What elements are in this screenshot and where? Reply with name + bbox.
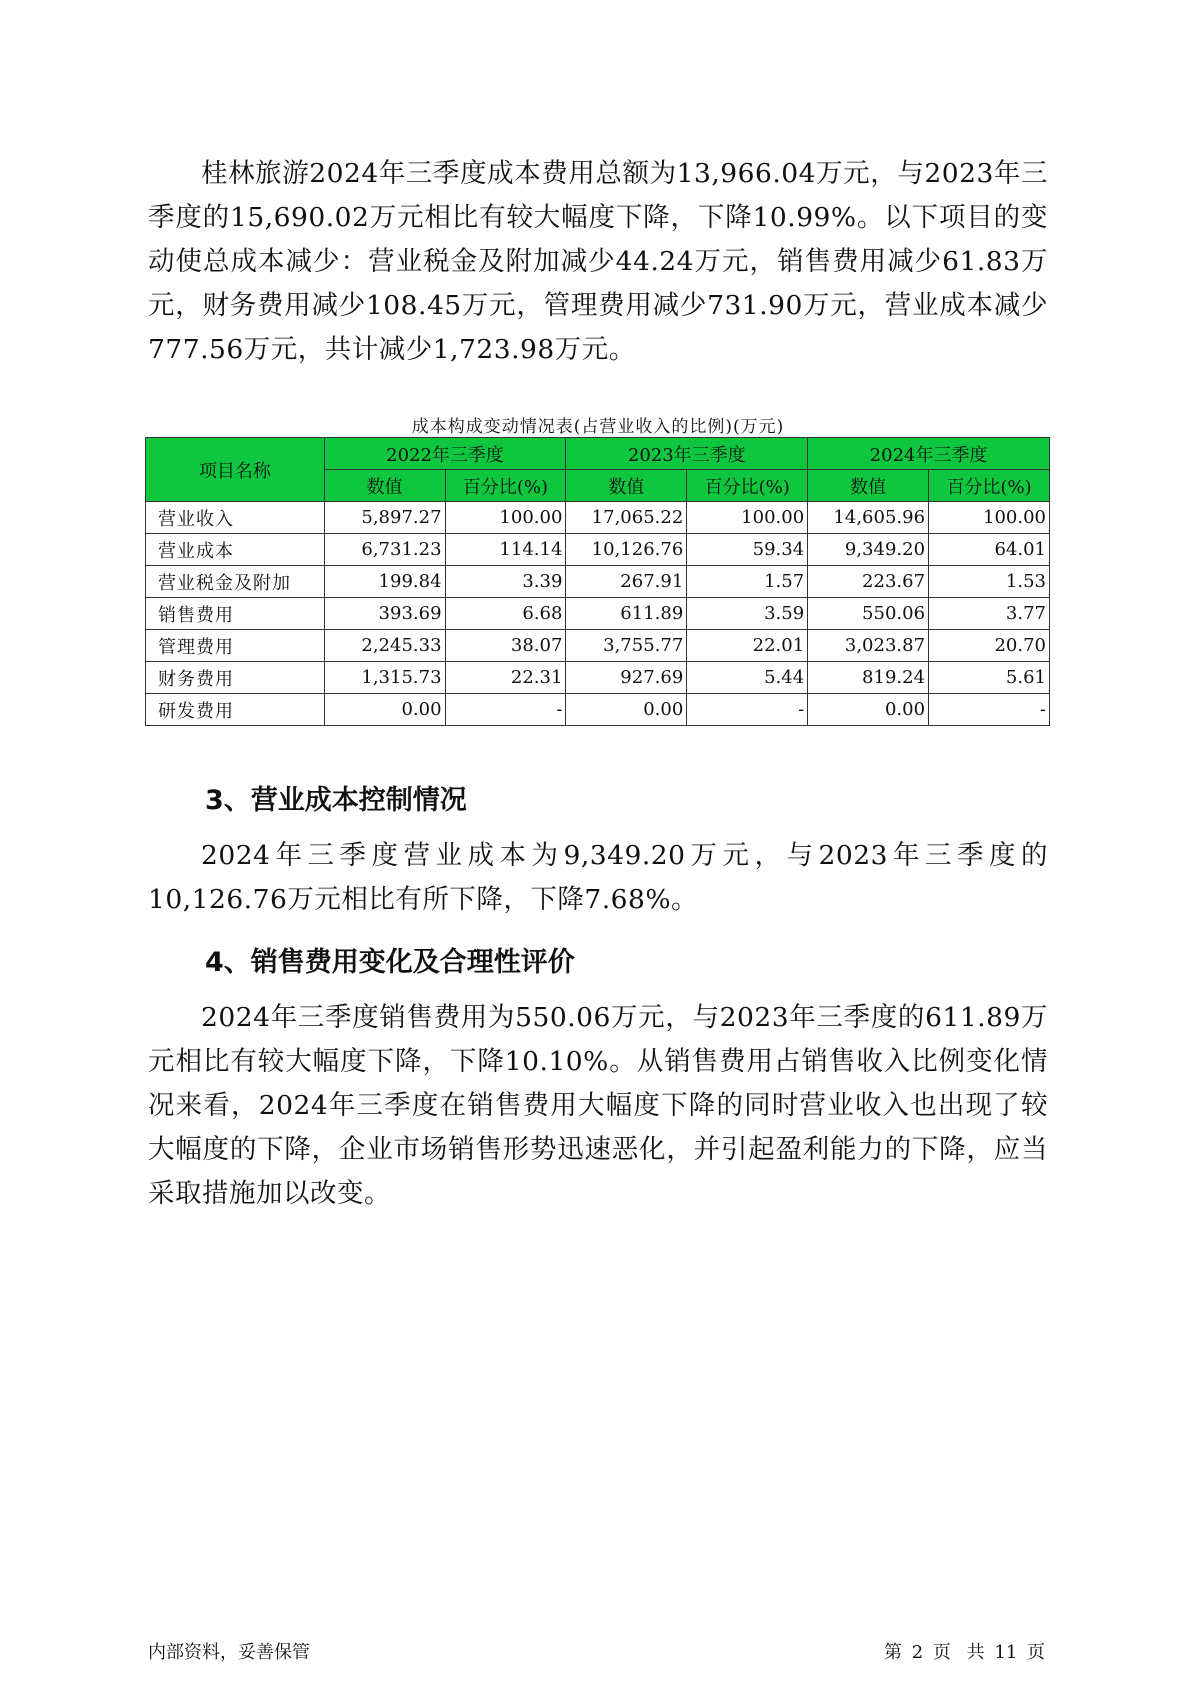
footer-confidential-note: 内部资料，妥善保管 [148,1642,310,1663]
row-item-name: 营业收入 [146,502,325,534]
value-cell: 14,605.96 [808,502,929,534]
percent-cell: 59.34 [687,534,808,566]
table-body [146,502,1050,726]
percent-cell: 114.14 [445,534,566,566]
value-cell: 199.84 [324,566,445,598]
section-heading-sales-expense: 4、销售费用变化及合理性评价 [205,947,575,978]
row-item-name: 管理费用 [146,630,325,662]
item-name-header: 项目名称 [146,438,325,502]
period-header-2023: 2023年三季度 [566,438,808,470]
row-item-name: 财务费用 [146,662,325,694]
percent-cell: 3.59 [687,598,808,630]
table-row [146,694,1050,726]
percent-cell: 100.00 [687,502,808,534]
percent-cell: 1.57 [687,566,808,598]
row-item-name: 研发费用 [146,694,325,726]
table-row [146,502,1050,534]
value-cell: 1,315.73 [324,662,445,694]
value-cell: 267.91 [566,566,687,598]
table-row [146,630,1050,662]
value-cell: 927.69 [566,662,687,694]
value-cell: 3,023.87 [808,630,929,662]
table-caption: 成本构成变动情况表(占营业收入的比例)(万元) [411,417,785,437]
value-cell: 611.89 [566,598,687,630]
value-cell: 5,897.27 [324,502,445,534]
cost-control-paragraph: 2024年三季度营业成本为9,349.20万元，与2023年三季度的10,126.76万元相比有所下降，下降7.68%。 [148,840,1048,915]
percent-cell: 38.07 [445,630,566,662]
percent-cell: - [929,694,1050,726]
value-cell: 0.00 [566,694,687,726]
percent-cell: 22.31 [445,662,566,694]
section-heading-cost-control: 3、营业成本控制情况 [205,785,467,816]
value-cell: 0.00 [324,694,445,726]
percent-cell: 6.68 [445,598,566,630]
row-item-name: 销售费用 [146,598,325,630]
percent-cell: - [445,694,566,726]
cost-structure-table [145,437,1050,726]
table-row [146,534,1050,566]
percent-cell: 20.70 [929,630,1050,662]
percent-cell: 5.44 [687,662,808,694]
sales-expense-paragraph: 2024年三季度销售费用为550.06万元，与2023年三季度的611.89万元相比有较大幅度下降，下降10.10%。从销售费用占销售收入比例变化情况来看，2024年三季度在销售费用大幅度下降的同时营业收入也出现了较大幅度的下降，企业市场销售形势迅速恶化，并引起盈利能力的下降，应当采取措施加以改变。 [148,1002,1048,1209]
value-cell: 819.24 [808,662,929,694]
percent-header: 百分比(%) [687,470,808,502]
percent-cell: 5.61 [929,662,1050,694]
page-number-label: 第 2 页 [884,1642,951,1663]
value-cell: 0.00 [808,694,929,726]
value-cell: 9,349.20 [808,534,929,566]
value-cell: 17,065.22 [566,502,687,534]
value-header: 数值 [808,470,929,502]
row-item-name: 营业税金及附加 [146,566,325,598]
percent-cell: - [687,694,808,726]
percent-cell: 1.53 [929,566,1050,598]
value-cell: 2,245.33 [324,630,445,662]
value-cell: 393.69 [324,598,445,630]
percent-cell: 3.39 [445,566,566,598]
period-header-2022: 2022年三季度 [324,438,566,470]
value-cell: 223.67 [808,566,929,598]
percent-cell: 100.00 [929,502,1050,534]
percent-cell: 3.77 [929,598,1050,630]
intro-paragraph: 桂林旅游2024年三季度成本费用总额为13,966.04万元，与2023年三季度的15,690.02万元相比有较大幅度下降，下降10.99%。以下项目的变动使总成本减少：营业税金及附加减少44.24万元，销售费用减少61.83万元，财务费用减少108.45万元，管理费用减少731.90万元，营业成本减少777.56万元，共计减少1,723.98万元。 [148,158,1048,365]
value-cell: 10,126.76 [566,534,687,566]
percent-cell: 22.01 [687,630,808,662]
percent-header: 百分比(%) [445,470,566,502]
value-cell: 550.06 [808,598,929,630]
table-row [146,598,1050,630]
value-cell: 6,731.23 [324,534,445,566]
table-row [146,662,1050,694]
value-cell: 3,755.77 [566,630,687,662]
value-header: 数值 [324,470,445,502]
table-row [146,566,1050,598]
total-pages-label: 共 11 页 [966,1642,1045,1663]
value-header: 数值 [566,470,687,502]
percent-cell: 100.00 [445,502,566,534]
row-item-name: 营业成本 [146,534,325,566]
percent-header: 百分比(%) [929,470,1050,502]
table-header-row [146,438,1050,470]
period-header-2024: 2024年三季度 [808,438,1050,470]
percent-cell: 64.01 [929,534,1050,566]
footer-page-number [884,1638,1051,1664]
